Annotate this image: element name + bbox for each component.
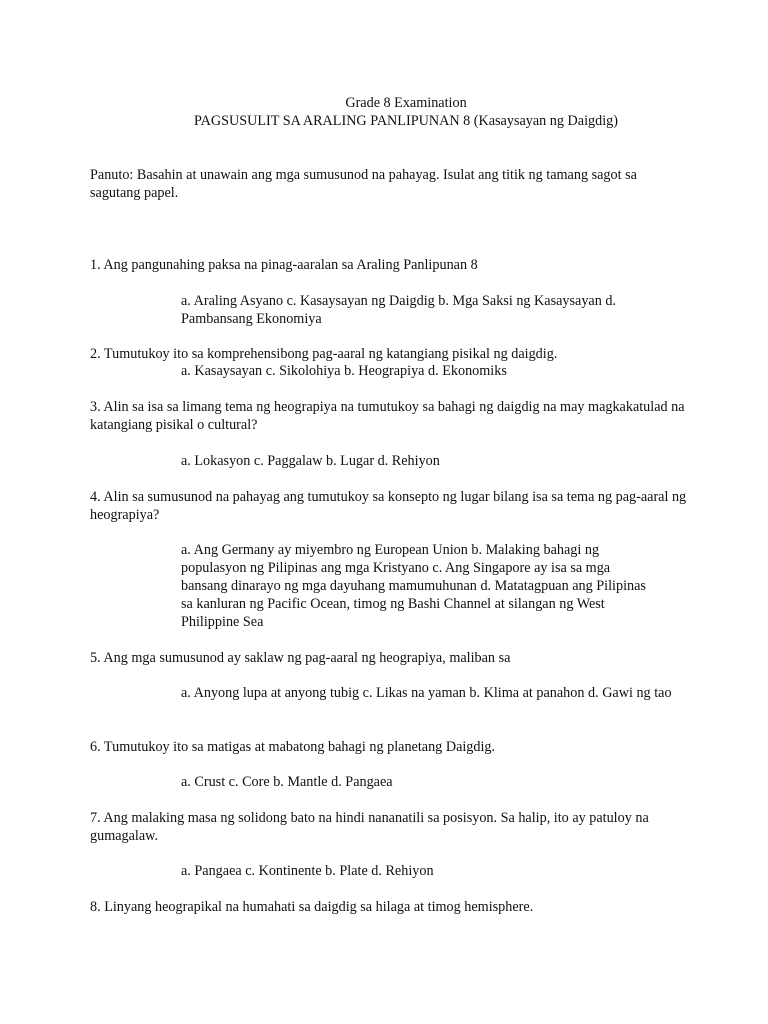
question-5-choices: a. Anyong lupa at anyong tubig c. Likas na yaman b. Klima at panahon d. Gawi ng tao bbox=[181, 685, 672, 701]
question-6: 6. Tumutukoy ito sa matigas at mabatong bahagi ng planetang Daigdig. bbox=[90, 739, 496, 755]
exam-subject-title: PAGSUSULIT SA ARALING PANLIPUNAN 8 (Kasaysayan ng Daigdig) bbox=[194, 113, 618, 129]
question-3: 3. Alin sa isa sa limang tema ng heograpiya na tumutukoy sa bahagi ng daigdig na may magkakatulad na katangiang pisikal o cultural? bbox=[90, 399, 685, 433]
question-7: 7. Ang malaking masa ng solidong bato na hindi nananatili sa posisyon. Sa halip, ito ay patuloy na gumagalaw. bbox=[90, 810, 649, 844]
question-8: 8. Linyang heograpikal na humahati sa daigdig sa hilaga at timog hemisphere. bbox=[90, 899, 534, 915]
question-2: 2. Tumutukoy ito sa komprehensibong pag-aaral ng katangiang pisikal ng daigdig. bbox=[90, 346, 558, 362]
question-4-choices: a. Ang Germany ay miyembro ng European Union b. Malaking bahagi ng populasyon ng Pilipinas ang mga Kristyano c. Ang Singapore ay isa sa mga bansang dinarayo ng mga dayuhang mamumuhunan d. Matatagpuan ang Pilipinas sa kanluran ng Pacific Ocean, timog ng Bashi Channel at silangan ng West Philippine Sea bbox=[181, 542, 646, 630]
question-1-choices: a. Araling Asyano c. Kasaysayan ng Daigdig b. Mga Saksi ng Kasaysayan d. Pambansang Ekonomiya bbox=[181, 293, 616, 327]
question-1: 1. Ang pangunahing paksa na pinag-aaralan sa Araling Panlipunan 8 bbox=[90, 257, 478, 273]
question-3-choices: a. Lokasyon c. Paggalaw b. Lugar d. Rehiyon bbox=[181, 453, 440, 469]
question-5: 5. Ang mga sumusunod ay saklaw ng pag-aaral ng heograpiya, maliban sa bbox=[90, 650, 511, 666]
question-6-choices: a. Crust c. Core b. Mantle d. Pangaea bbox=[181, 774, 393, 790]
question-2-choices: a. Kasaysayan c. Sikolohiya b. Heograpiya d. Ekonomiks bbox=[181, 363, 507, 379]
instructions: Panuto: Basahin at unawain ang mga sumusunod na pahayag. Isulat ang titik ng tamang sagot sa sagutang papel. bbox=[90, 167, 637, 201]
question-4: 4. Alin sa sumusunod na pahayag ang tumutukoy sa konsepto ng lugar bilang isa sa tema ng pag-aaral ng heograpiya? bbox=[90, 489, 687, 523]
exam-grade-title: Grade 8 Examination bbox=[345, 95, 467, 111]
question-7-choices: a. Pangaea c. Kontinente b. Plate d. Rehiyon bbox=[181, 863, 434, 879]
